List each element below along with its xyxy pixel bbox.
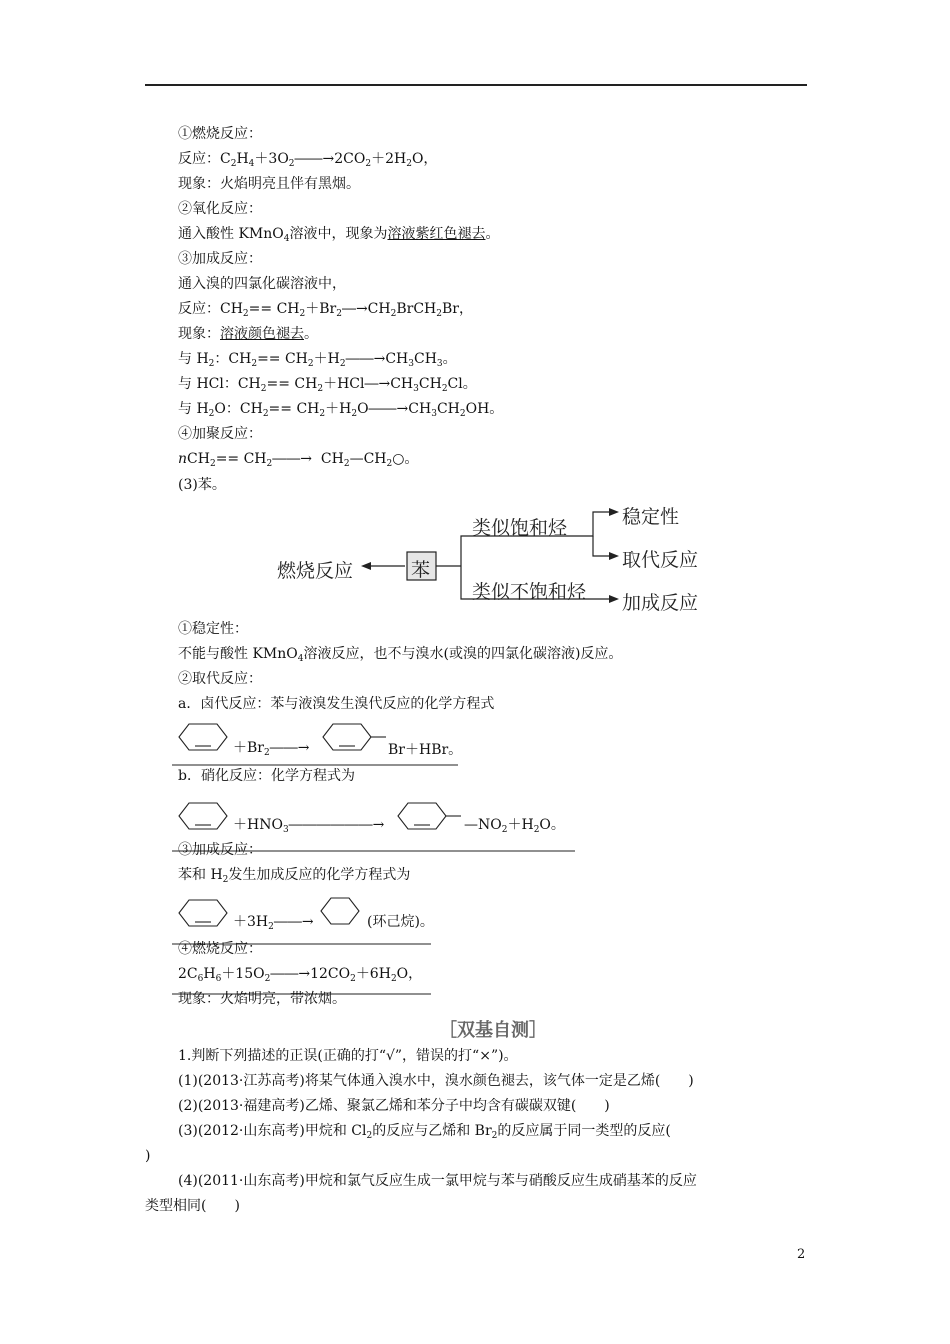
diagram-branch-unsaturated: 类似不饱和烃 [472,581,587,603]
addition-heading: ③加成反应： [178,251,262,267]
oxidation-heading: ②氧化反应： [178,201,262,217]
halogenation-text: a．卤代反应：苯与液溴发生溴代反应的化学方程式 [178,696,495,712]
hydrogenation-equation: $+3H_2――\to$ [233,914,314,932]
combustion-phenomenon: 现象：火焰明亮且伴有黑烟。 [178,176,360,192]
benzene-combustion-heading: ④燃烧反应： [178,941,262,957]
oxidation-text: 通入酸性 KMnO$_4$溶液中，现象为溶液紫红色褪去。 [178,226,500,244]
section-title: ［双基自测］ [439,1020,547,1041]
nitration-equation: $+HNO_3――――――\to$ [233,817,385,835]
diagram-addition: 加成反应 [622,592,699,614]
stability-text: 不能与酸性 KMnO$_4$溶液反应，也不与溴水(或溴的四氯化碳溶液)反应。 [178,646,623,664]
combustion-equation: 反应：$C_2H_4+3O_2――\to 2CO_2+2H_2O$， [178,151,438,169]
answer-blank: 溶液颜色褪去 [220,326,304,342]
addition-h2o-equation: 与 $H_2O$：$CH_2==$ $CH_2+H_2O――\to CH_3CH_2OH$。 [178,401,504,419]
question-item-3: (3)(2012·山东高考)甲烷和 $Cl_2$的反应与乙烯和 $Br_2$的反应属于同一类型的反应( [178,1123,671,1141]
combustion-heading: ①燃烧反应： [178,126,262,142]
nitration-text: b．硝化反应：化学方程式为 [178,768,355,784]
benzene-combustion-phenomenon: 现象：火焰明亮，带浓烟。 [178,991,346,1007]
stability-heading: ①稳定性： [178,621,248,637]
polymerization-equation: $nCH_2== CH_2――\to$ $CH_2—CH_2○$。 [178,451,419,469]
benzene-combustion-equation: $2C_6H_6+15O_2――\to 12CO_2+6H_2O$， [178,966,423,984]
diagram-branch-saturated: 类似饱和烃 [472,517,568,539]
question-item-1: (1)(2013·江苏高考)将某气体通入溴水中，溴水颜色褪去，该气体一定是乙烯( ) [178,1073,694,1089]
nitration-products: $—NO_2+H_2O$。 [464,817,565,835]
substitution-heading: ②取代反应： [178,671,262,687]
answer-blank: 溶液紫红色褪去 [387,226,486,242]
question-item-4-cont: 类型相同( ) [145,1198,240,1214]
question-item-4: (4)(2011·山东高考)甲烷和氯气反应生成一氯甲烷与苯与硝酸反应生成硝基苯的反应 [178,1173,697,1189]
page-number: 2 [797,1247,806,1262]
diagram-substitution: 取代反应 [622,549,699,571]
benzene-addition-heading: ③加成反应： [178,842,262,858]
addition-intro: 通入溴的四氯化碳溶液中， [178,276,346,292]
addition-phenomenon: 现象：溶液颜色褪去。 [178,326,318,342]
hydrogenation-product: (环己烷)。 [367,914,434,930]
addition-br2-equation: 反应：$CH_2==$ $CH_2+Br_2―\to CH_2BrCH_2Br$， [178,301,473,319]
addition-h2-equation: 与 $H_2$：$CH_2==$ $CH_2+H_2――\to CH_3CH_3$。 [178,351,457,369]
diagram-stability: 稳定性 [622,506,680,528]
diagram-center-benzene: 苯 [411,559,431,581]
bromination-equation: $+Br_2――\to$ [233,740,310,758]
question-item-2: (2)(2013·福建高考)乙烯、聚氯乙烯和苯分子中均含有碳碳双键( ) [178,1098,610,1114]
question-item-3-cont: ) [145,1148,151,1164]
cyclohexane-ring [321,898,359,924]
bromination-products: Br＋HBr。 [388,742,463,758]
polymerization-heading: ④加聚反应： [178,426,262,442]
diagram-combustion: 燃烧反应 [277,560,354,582]
addition-hcl-equation: 与 HCl：$CH_2==$ $CH_2+HCl―\to CH_3CH_2Cl$。 [178,376,477,394]
question-1: 1.判断下列描述的正误(正确的打“√”，错误的打“×”)。 [178,1048,518,1064]
benzene-heading: (3)苯。 [178,477,226,493]
benzene-addition-text: 苯和 $H_2$发生加成反应的化学方程式为 [178,867,411,885]
